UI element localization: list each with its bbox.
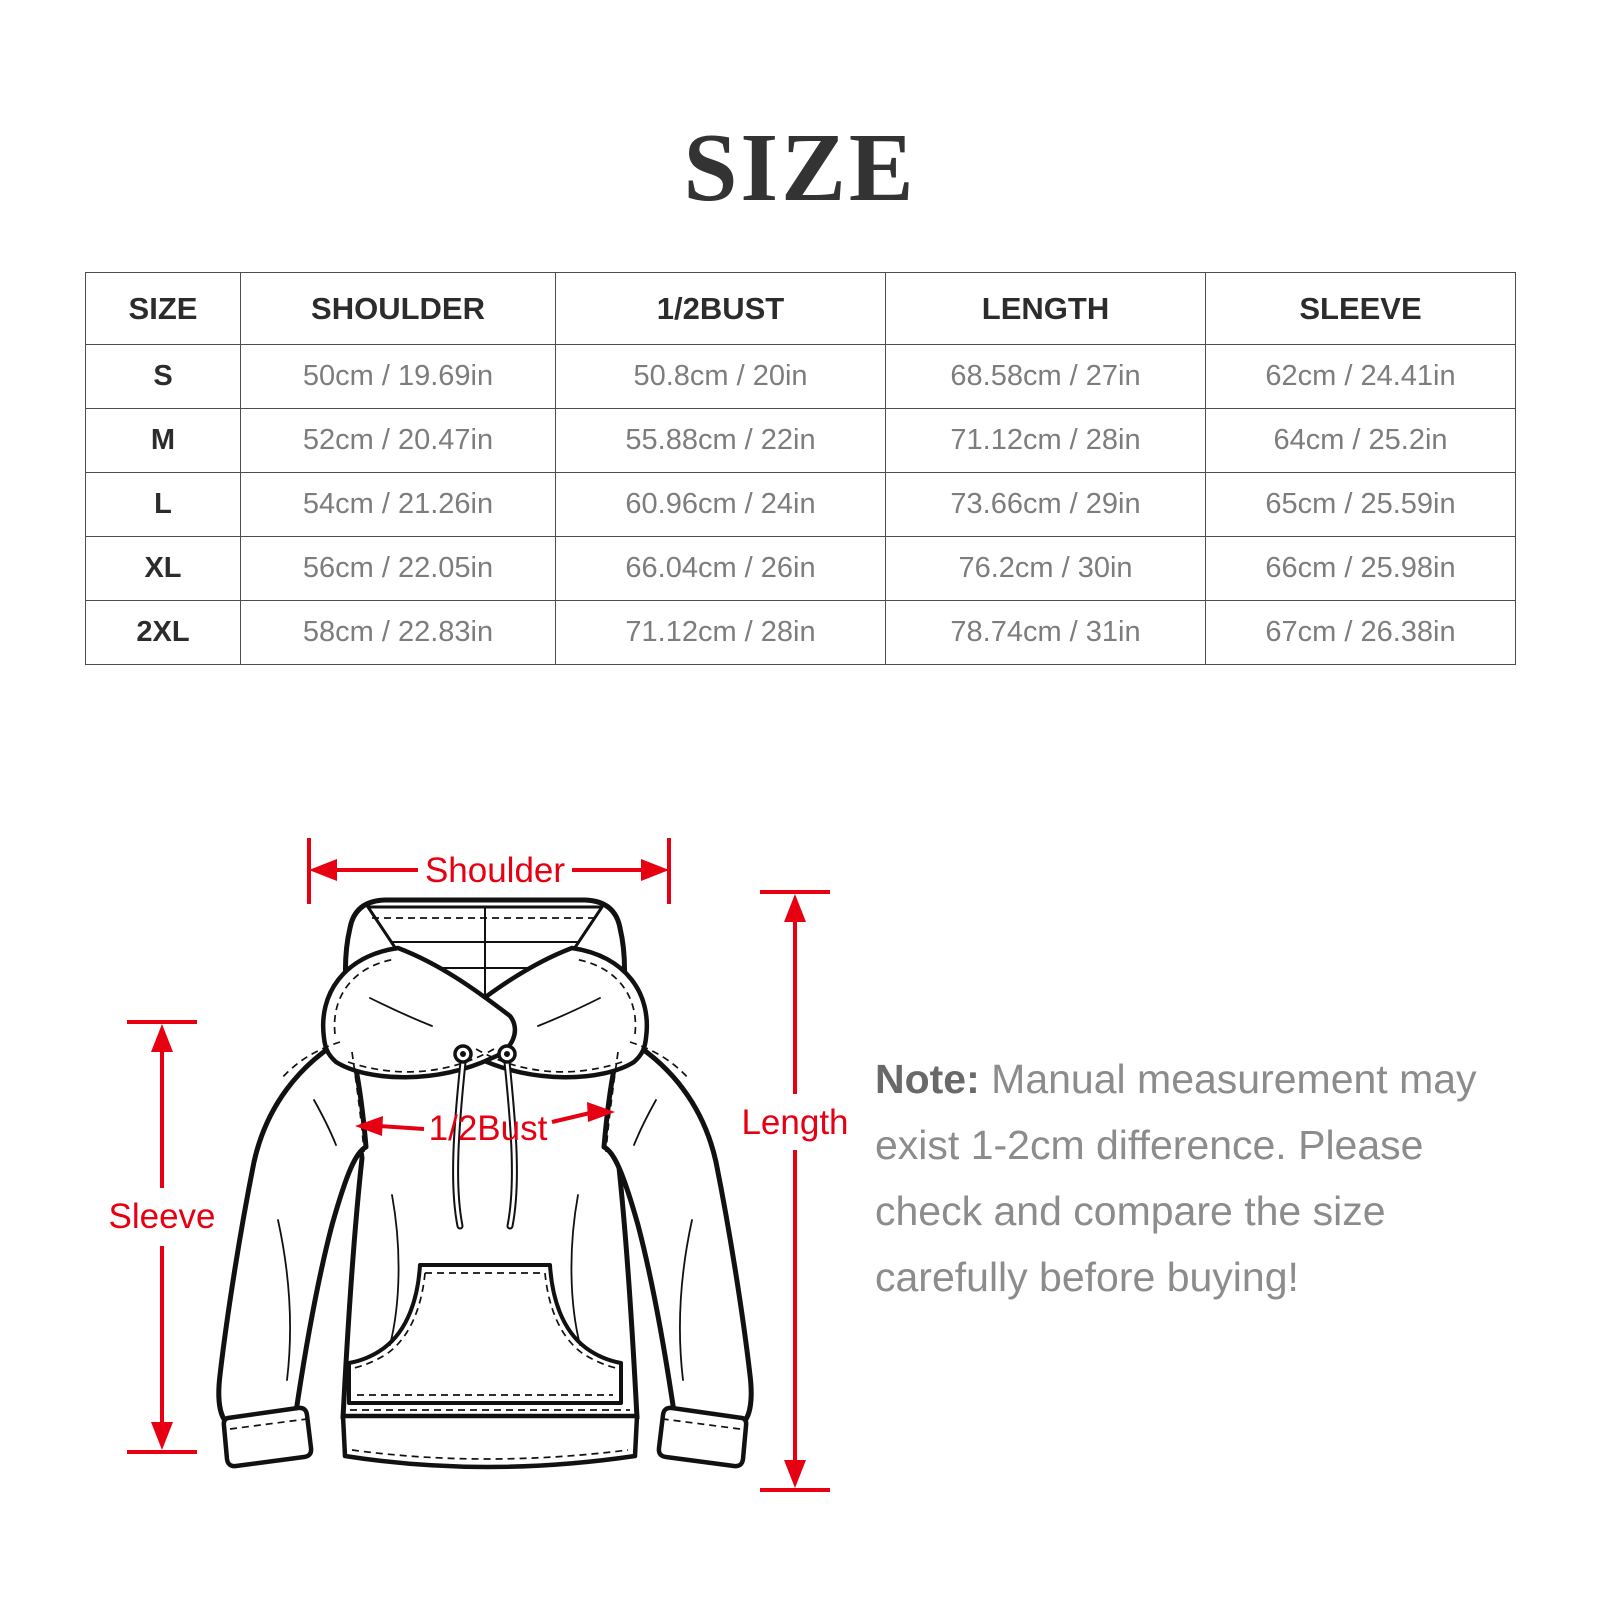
size-cell: M	[86, 409, 241, 473]
length-cell: 76.2cm / 30in	[886, 537, 1206, 601]
hoodie-measurement-diagram	[100, 800, 860, 1560]
shoulder-cell: 54cm / 21.26in	[241, 473, 556, 537]
size-cell: XL	[86, 537, 241, 601]
bust-cell: 60.96cm / 24in	[556, 473, 886, 537]
sleeve-cell: 66cm / 25.98in	[1206, 537, 1516, 601]
table-row	[86, 409, 1516, 473]
size-chart-table	[85, 272, 1516, 665]
length-arrow	[741, 892, 848, 1490]
hem-band	[343, 1410, 637, 1467]
bust-cell: 66.04cm / 26in	[556, 537, 886, 601]
shoulder-arrow	[309, 838, 669, 904]
length-arrow-label: Length	[741, 1103, 849, 1142]
size-cell: L	[86, 473, 241, 537]
shoulder-cell: 52cm / 20.47in	[241, 409, 556, 473]
size-cell: S	[86, 345, 241, 409]
shoulder-arrow-label: Shoulder	[424, 851, 566, 890]
length-cell: 73.66cm / 29in	[886, 473, 1206, 537]
note-body: Manual measurement may exist 1-2cm difference. Please check and compare the size carefully before buying!	[875, 1056, 1477, 1300]
column-header-sleeve: SLEEVE	[1206, 273, 1516, 345]
bust-cell: 71.12cm / 28in	[556, 601, 886, 665]
sleeve-cell: 62cm / 24.41in	[1206, 345, 1516, 409]
sleeve-cell: 64cm / 25.2in	[1206, 409, 1516, 473]
column-header-size: SIZE	[86, 273, 241, 345]
table-header-row	[86, 273, 1516, 345]
shoulder-cell: 58cm / 22.83in	[241, 601, 556, 665]
shoulder-cell: 56cm / 22.05in	[241, 537, 556, 601]
table-row	[86, 537, 1516, 601]
sleeve-cell: 65cm / 25.59in	[1206, 473, 1516, 537]
shoulder-cell: 50cm / 19.69in	[241, 345, 556, 409]
sleeve-arrow	[108, 1022, 215, 1452]
table-row	[86, 601, 1516, 665]
column-header-bust: 1/2BUST	[556, 273, 886, 345]
note	[875, 1046, 1495, 1310]
table-row	[86, 473, 1516, 537]
table-row	[86, 345, 1516, 409]
column-header-shoulder: SHOULDER	[241, 273, 556, 345]
length-cell: 71.12cm / 28in	[886, 409, 1206, 473]
page-title: SIZE	[683, 114, 917, 221]
size-cell: 2XL	[86, 601, 241, 665]
left-cuff	[224, 1408, 311, 1466]
column-header-length: LENGTH	[886, 273, 1206, 345]
hoodie-diagram-svg	[100, 800, 860, 1560]
bust-cell: 50.8cm / 20in	[556, 345, 886, 409]
bust-cell: 55.88cm / 22in	[556, 409, 886, 473]
length-cell: 68.58cm / 27in	[886, 345, 1206, 409]
right-cuff	[659, 1408, 746, 1466]
length-cell: 78.74cm / 31in	[886, 601, 1206, 665]
note-label: Note:	[875, 1056, 980, 1102]
sleeve-arrow-label: Sleeve	[108, 1197, 216, 1236]
bust-arrow-label: 1/2Bust	[428, 1109, 548, 1148]
sleeve-cell: 67cm / 26.38in	[1206, 601, 1516, 665]
